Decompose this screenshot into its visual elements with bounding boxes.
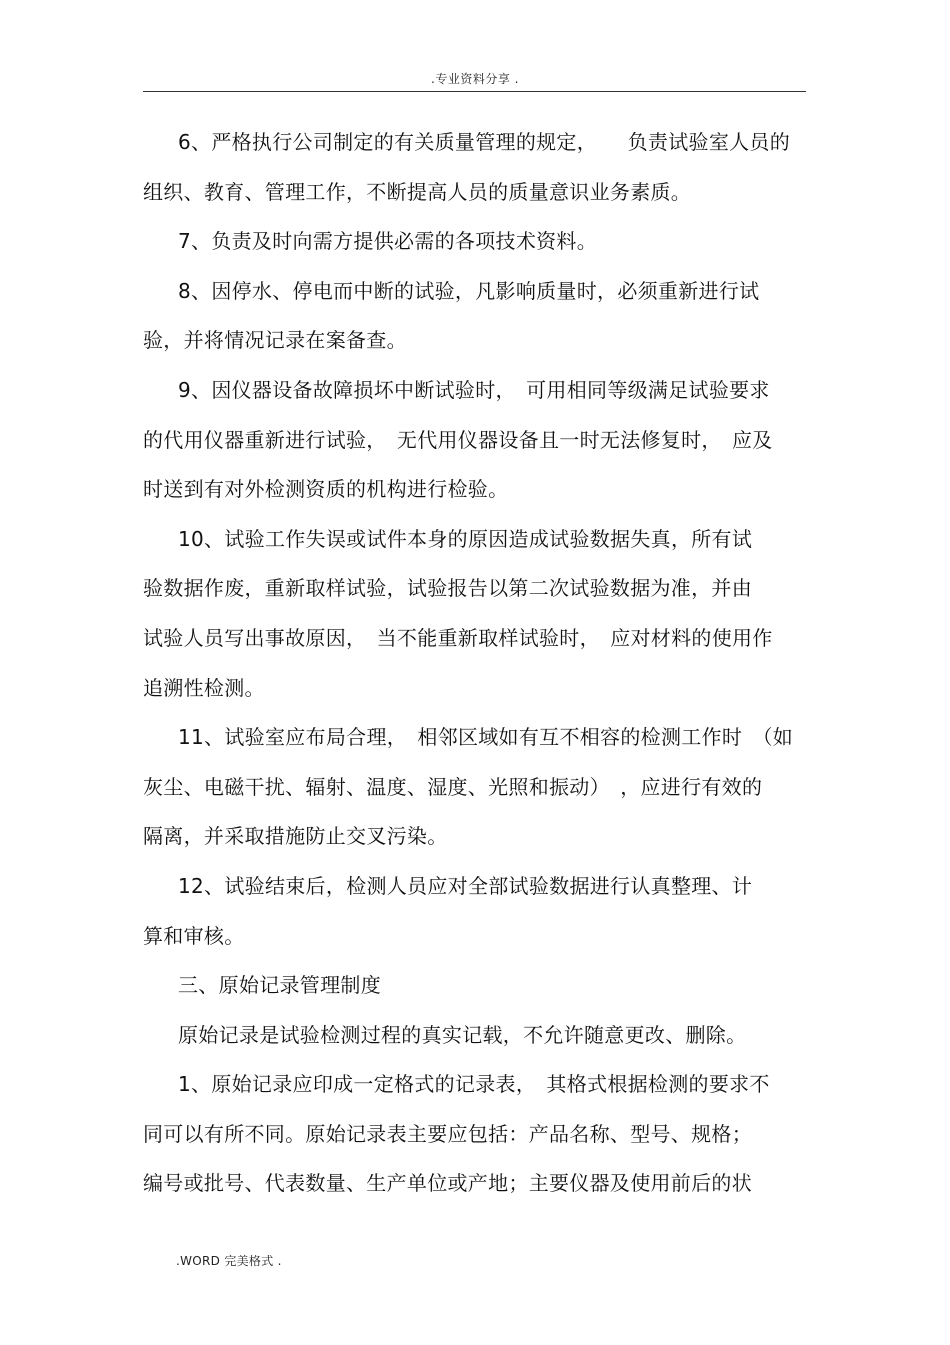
paragraph-line: 验数据作废，重新取样试验，试验报告以第二次试验数据为准，并由	[143, 576, 752, 601]
document-body	[143, 118, 806, 1209]
header-divider	[143, 91, 806, 92]
paragraph-line: 9、因仪器设备故障损坏中断试验时， 可用相同等级满足试验要求	[178, 377, 770, 402]
page-header: .专业资料分享 .	[431, 72, 519, 86]
paragraph-line: 验，并将情况记录在案备查。	[143, 328, 407, 353]
paragraph-line: 编号或批号、代表数量、生产单位或产地；主要仪器及使用前后的状	[143, 1171, 752, 1196]
paragraph-line: 组织、教育、管理工作，不断提高人员的质量意识业务素质。	[143, 179, 692, 204]
page-footer: .WORD 完美格式 .	[176, 1254, 282, 1268]
paragraph-line: 1、原始记录应印成一定格式的记录表， 其格式根据检测的要求不	[178, 1072, 770, 1097]
paragraph-line: 7、负责及时向需方提供必需的各项技术资料。	[178, 229, 598, 254]
paragraph-line: 灰尘、电磁干扰、辐射、温度、湿度、光照和振动） ，应进行有效的	[143, 774, 763, 799]
paragraph-line: 的代用仪器重新进行试验， 无代用仪器设备且一时无法修复时， 应及	[143, 427, 773, 452]
paragraph-line: 原始记录是试验检测过程的真实记载，不允许随意更改、删除。	[178, 1022, 747, 1047]
section-heading: 三、原始记录管理制度	[178, 973, 381, 998]
paragraph-line: 11、试验室应布局合理， 相邻区域如有互不相容的检测工作时 （如	[178, 725, 794, 750]
paragraph-line: 追溯性检测。	[143, 675, 265, 700]
paragraph-line: 算和审核。	[143, 923, 245, 948]
paragraph-line: 同可以有所不同。原始记录表主要应包括：产品名称、型号、规格；	[143, 1121, 752, 1146]
paragraph-line: 6、严格执行公司制定的有关质量管理的规定， 负责试验室人员的	[178, 130, 791, 154]
paragraph-line: 12、试验结束后，检测人员应对全部试验数据进行认真整理、计	[178, 873, 753, 898]
paragraph-line: 隔离，并采取措施防止交叉污染。	[143, 824, 448, 849]
paragraph-line: 时送到有对外检测资质的机构进行检验。	[143, 477, 509, 502]
paragraph-line: 10、试验工作失误或试件本身的原因造成试验数据失真，所有试	[178, 526, 753, 551]
paragraph-line: 8、因停水、停电而中断的试验，凡影响质量时，必须重新进行试	[178, 278, 760, 303]
paragraph-line: 试验人员写出事故原因， 当不能重新取样试验时， 应对材料的使用作	[143, 625, 773, 650]
